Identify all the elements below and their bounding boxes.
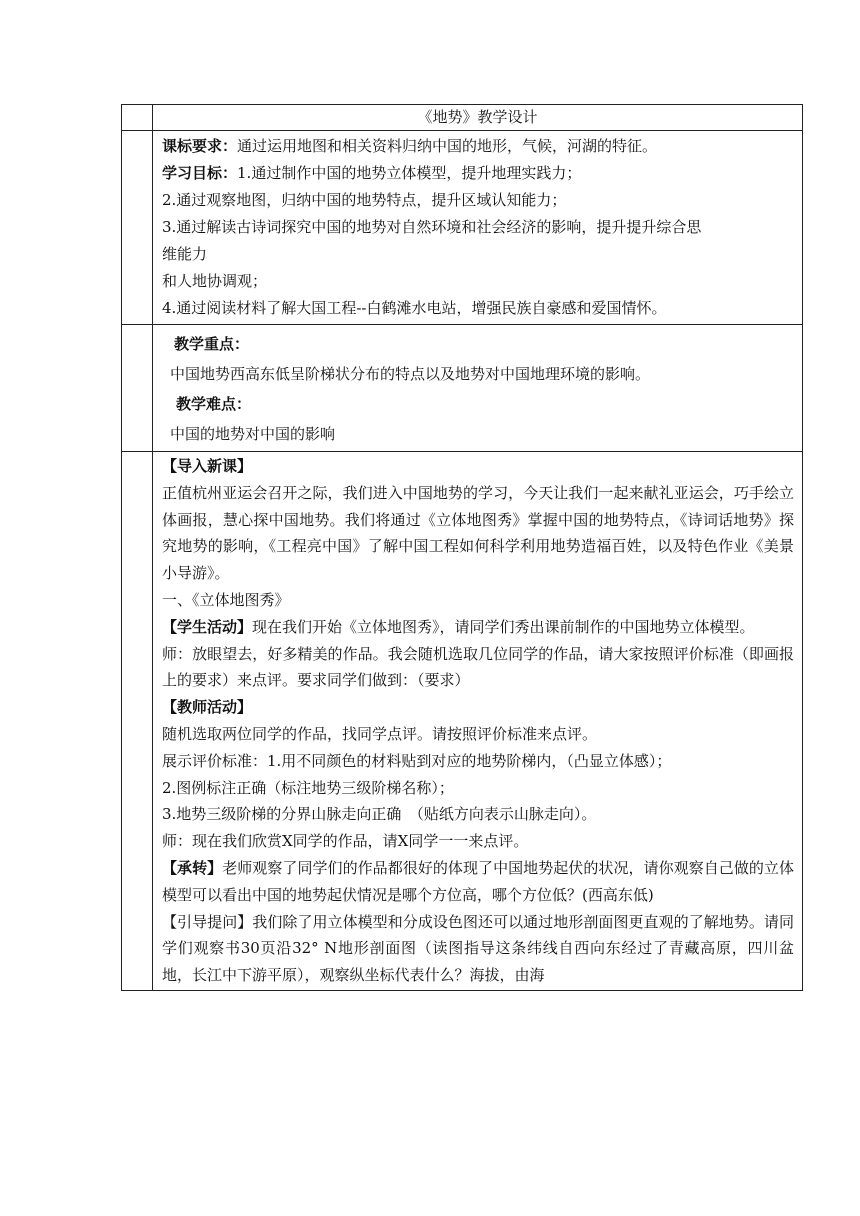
guide-paragraph <box>162 909 794 989</box>
teacher-activity-heading: 【教师活动】 <box>162 698 253 717</box>
key-point-text: 中国地势西高东低呈阶梯状分布的特点以及地势对中国地理环境的影响。 <box>170 365 651 383</box>
objectives-cell <box>153 131 803 325</box>
difficult-point-text: 中国的地势对中国的影响 <box>170 425 336 443</box>
objective-item: 1.通过制作中国的地势立体模型，提升地理实践力； <box>237 164 582 182</box>
objectives-label: 学习目标： <box>162 164 238 182</box>
objective-item: 3.通过解读古诗词探究中国的地势对自然环境和社会经济的影响，提升提升综合思 <box>162 218 702 236</box>
objective-item: 2.通过观察地图，归纳中国的地势特点，提升区域认知能力； <box>162 191 567 209</box>
criteria-item: 展示评价标准：1.用不同颜色的材料贴到对应的地势阶梯内，（凸显立体感）； <box>162 751 672 770</box>
criteria-item: 3.地势三级阶梯的分界山脉走向正确 （贴纸方向表示山脉走向）。 <box>162 805 597 824</box>
guide-label: 【引导提问】 <box>162 912 253 931</box>
side-cell <box>122 452 153 991</box>
standards-label: 课标要求： <box>162 137 238 155</box>
lesson-plan-table <box>121 104 803 991</box>
side-cell <box>122 131 153 325</box>
transition-paragraph <box>162 855 794 909</box>
side-cell <box>122 325 153 452</box>
key-point-label: 教学重点： <box>174 335 250 353</box>
section-heading: 一、《立体地图秀》 <box>162 590 290 609</box>
guide-text: 我们除了用立体模型和分成设色图还可以通过地形剖面图更直观的了解地势。请同学们观察书30页沿32° N地形剖面图（读图指导这条纬线自西向东经过了青藏高原，四川盆地，长江中下游平原），观察纵坐标代表什么？海拔，由海 <box>162 912 794 985</box>
focus-row <box>122 325 803 452</box>
title-cell <box>153 105 803 131</box>
teacher-activity-text: 随机选取两位同学的作品，找同学点评。请按照评价标准来点评。 <box>162 724 598 743</box>
transition-text: 老师观察了同学们的作品都很好的体现了中国地势起伏的状况，请你观察自己做的立体模型可以看出中国的地势起伏情况是哪个方位高，哪个方位低？(西高东低) <box>162 858 794 904</box>
document-title: 《地势》教学设计 <box>417 108 538 126</box>
student-activity-label: 【学生活动】 <box>162 617 253 636</box>
objectives-line <box>162 160 794 187</box>
teacher-remark: 师：现在我们欣赏X同学的作品，请X同学一一来点评。 <box>162 832 529 851</box>
intro-paragraph: 正值杭州亚运会召开之际，我们进入中国地势的学习，今天让我们一起来献礼亚运会，巧手绘立体画报，慧心探中国地势。我们将通过《立体地图秀》掌握中国的地势特点，《诗词话地势》探究地势的影响，《工程亮中国》了解中国工程如何科学利用地势造福百姓，以及特色作业《美景小导游》。 <box>162 483 794 583</box>
process-row <box>122 452 803 991</box>
focus-cell <box>153 325 803 452</box>
objective-item: 和人地协调观； <box>162 272 268 290</box>
title-row <box>122 105 803 131</box>
transition-label: 【承转】 <box>162 858 223 877</box>
teacher-remark: 师：放眼望去，好多精美的作品。我会随机选取几位同学的作品，请大家按照评价标准（即画报上的要求）来点评。要求同学们做到：（要求） <box>162 644 794 690</box>
criteria-item: 2.图例标注正确（标注地势三级阶梯名称）； <box>162 778 454 797</box>
process-cell <box>153 452 803 991</box>
intro-heading: 【导入新课】 <box>162 457 253 475</box>
standards-text: 通过运用地图和相关资料归纳中国的地形，气候，河湖的特征。 <box>237 137 658 155</box>
difficult-point-label: 教学难点： <box>176 395 252 413</box>
objectives-row <box>122 131 803 325</box>
objective-item: 4.通过阅读材料了解大国工程--白鹤滩水电站，增强民族自豪感和爱国情怀。 <box>162 299 667 317</box>
standards-line <box>162 133 794 160</box>
side-cell <box>122 105 153 131</box>
student-activity-text: 现在我们开始《立体地图秀》，请同学们秀出课前制作的中国地势立体模型。 <box>252 617 755 636</box>
objective-item: 维能力 <box>162 245 208 263</box>
student-activity <box>162 614 794 641</box>
